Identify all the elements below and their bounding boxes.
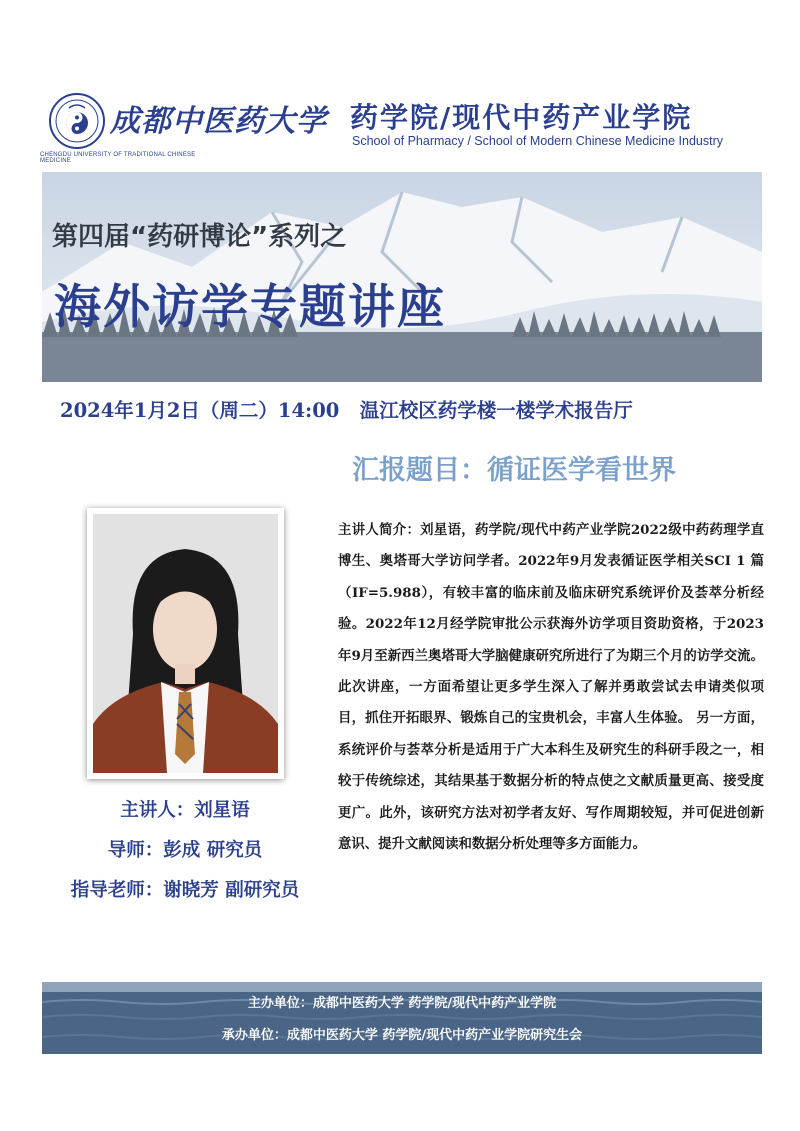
advisor-line: 导师：彭成 研究员 [107, 840, 263, 861]
speaker-photo [93, 514, 278, 773]
report-title: 汇报题目：循证医学看世界 [352, 455, 676, 486]
speaker-info [40, 796, 330, 916]
speaker-introduction: 主讲人简介：刘星语，药学院/现代中药产业学院2022级中药药理学直博生、奥塔哥大学访问学者。2022年9月发表循证医学相关SCI 1 篇（IF=5.988），有较丰富的临床前及临床研究系统评价及荟萃分析经验。2022年12月经学院审批公示获海外访学项目资助资格，于2023年9月至新西兰奥塔哥大学脑健康研究所进行了为期三个月的访学交流。 此次讲座，一方面希望让更多学生深入了解并勇敢尝试去申请类似项目，抓住开拓眼界、锻炼自己的宝贵机会，丰富人生体验。 另一方面，系统评价与荟萃分析是适用于广大本科生及研究生的科研手段之一，相较于传统综述，其结果基于数据分析的特点使之文献质量更高、接受度更广。此外，该研究方法对初学者友好、写作周期较短，并可促进创新意识、提升文献阅读和数据分析处理等多方面能力。 [338, 522, 764, 853]
footer-banner [42, 982, 762, 1054]
speaker-photo-frame [87, 508, 284, 779]
organizer-unit: 承办单位：成都中医药大学 药学院/现代中药产业学院研究生会 [221, 1028, 583, 1043]
instructor-line: 指导老师：谢晓芳 副研究员 [70, 880, 300, 901]
header [40, 90, 760, 162]
series-title: 第四届“药研博论”系列之 [52, 222, 347, 252]
title-banner [42, 172, 762, 382]
university-logo [48, 92, 106, 150]
event-datetime-location: 2024年1月2日（周二）14:00 温江校区药学楼一楼学术报告厅 [60, 399, 633, 422]
school-name-en: School of Pharmacy / School of Modern Chinese Medicine Industry [352, 134, 724, 148]
university-name-en: CHENGDU UNIVERSITY OF TRADITIONAL CHINESE MEDICINE [40, 152, 196, 164]
university-name-cn: 成都中医药大学 [110, 104, 327, 139]
school-name-cn: 药学院/现代中药产业学院 [350, 101, 693, 134]
presenter-line: 主讲人：刘星语 [120, 800, 250, 821]
lecture-title: 海外访学专题讲座 [54, 280, 446, 335]
host-unit: 主办单位：成都中医药大学 药学院/现代中药产业学院 [247, 996, 557, 1011]
